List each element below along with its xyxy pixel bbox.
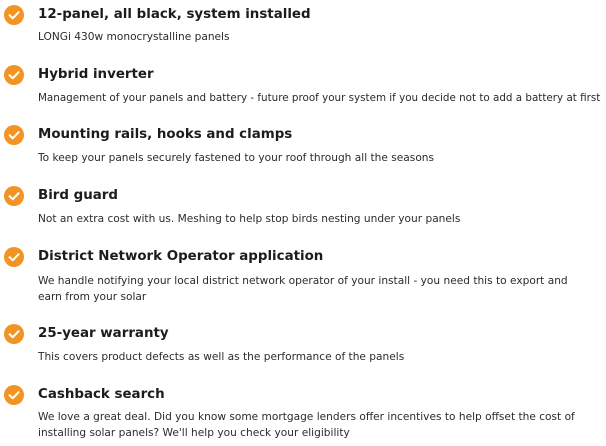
check-circle-icon (4, 65, 24, 85)
feature-description: Management of your panels and battery - future proof your system if you decide not to add a battery at first (38, 92, 601, 104)
check-circle-icon (4, 385, 24, 405)
check-circle-icon (4, 247, 24, 267)
check-circle-icon (4, 186, 24, 206)
feature-title: Mounting rails, hooks and clamps (38, 127, 293, 142)
feature-title: Cashback search (38, 387, 165, 402)
feature-description: This covers product defects as well as the performance of the panels (38, 351, 405, 363)
feature-description: We love a great deal. Did you know some mortgage lenders offer incentives to help offset the cost of installing solar panels? We'll help you check your eligibility (38, 411, 575, 439)
feature-description: LONGi 430w monocrystalline panels (38, 31, 230, 43)
feature-title: Bird guard (38, 188, 118, 203)
feature-title: Hybrid inverter (38, 67, 154, 82)
feature-title: 12-panel, all black, system installed (38, 7, 311, 22)
feature-description: Not an extra cost with us. Meshing to help stop birds nesting under your panels (38, 213, 461, 225)
check-circle-icon (4, 5, 24, 25)
feature-description: To keep your panels securely fastened to your roof through all the seasons (38, 152, 435, 164)
feature-description: We handle notifying your local district network operator of your install - you need this to export and earn from your solar (38, 275, 568, 303)
check-circle-icon (4, 125, 24, 145)
feature-title: District Network Operator application (38, 249, 324, 264)
feature-title: 25-year warranty (38, 326, 169, 341)
check-circle-icon (4, 324, 24, 344)
